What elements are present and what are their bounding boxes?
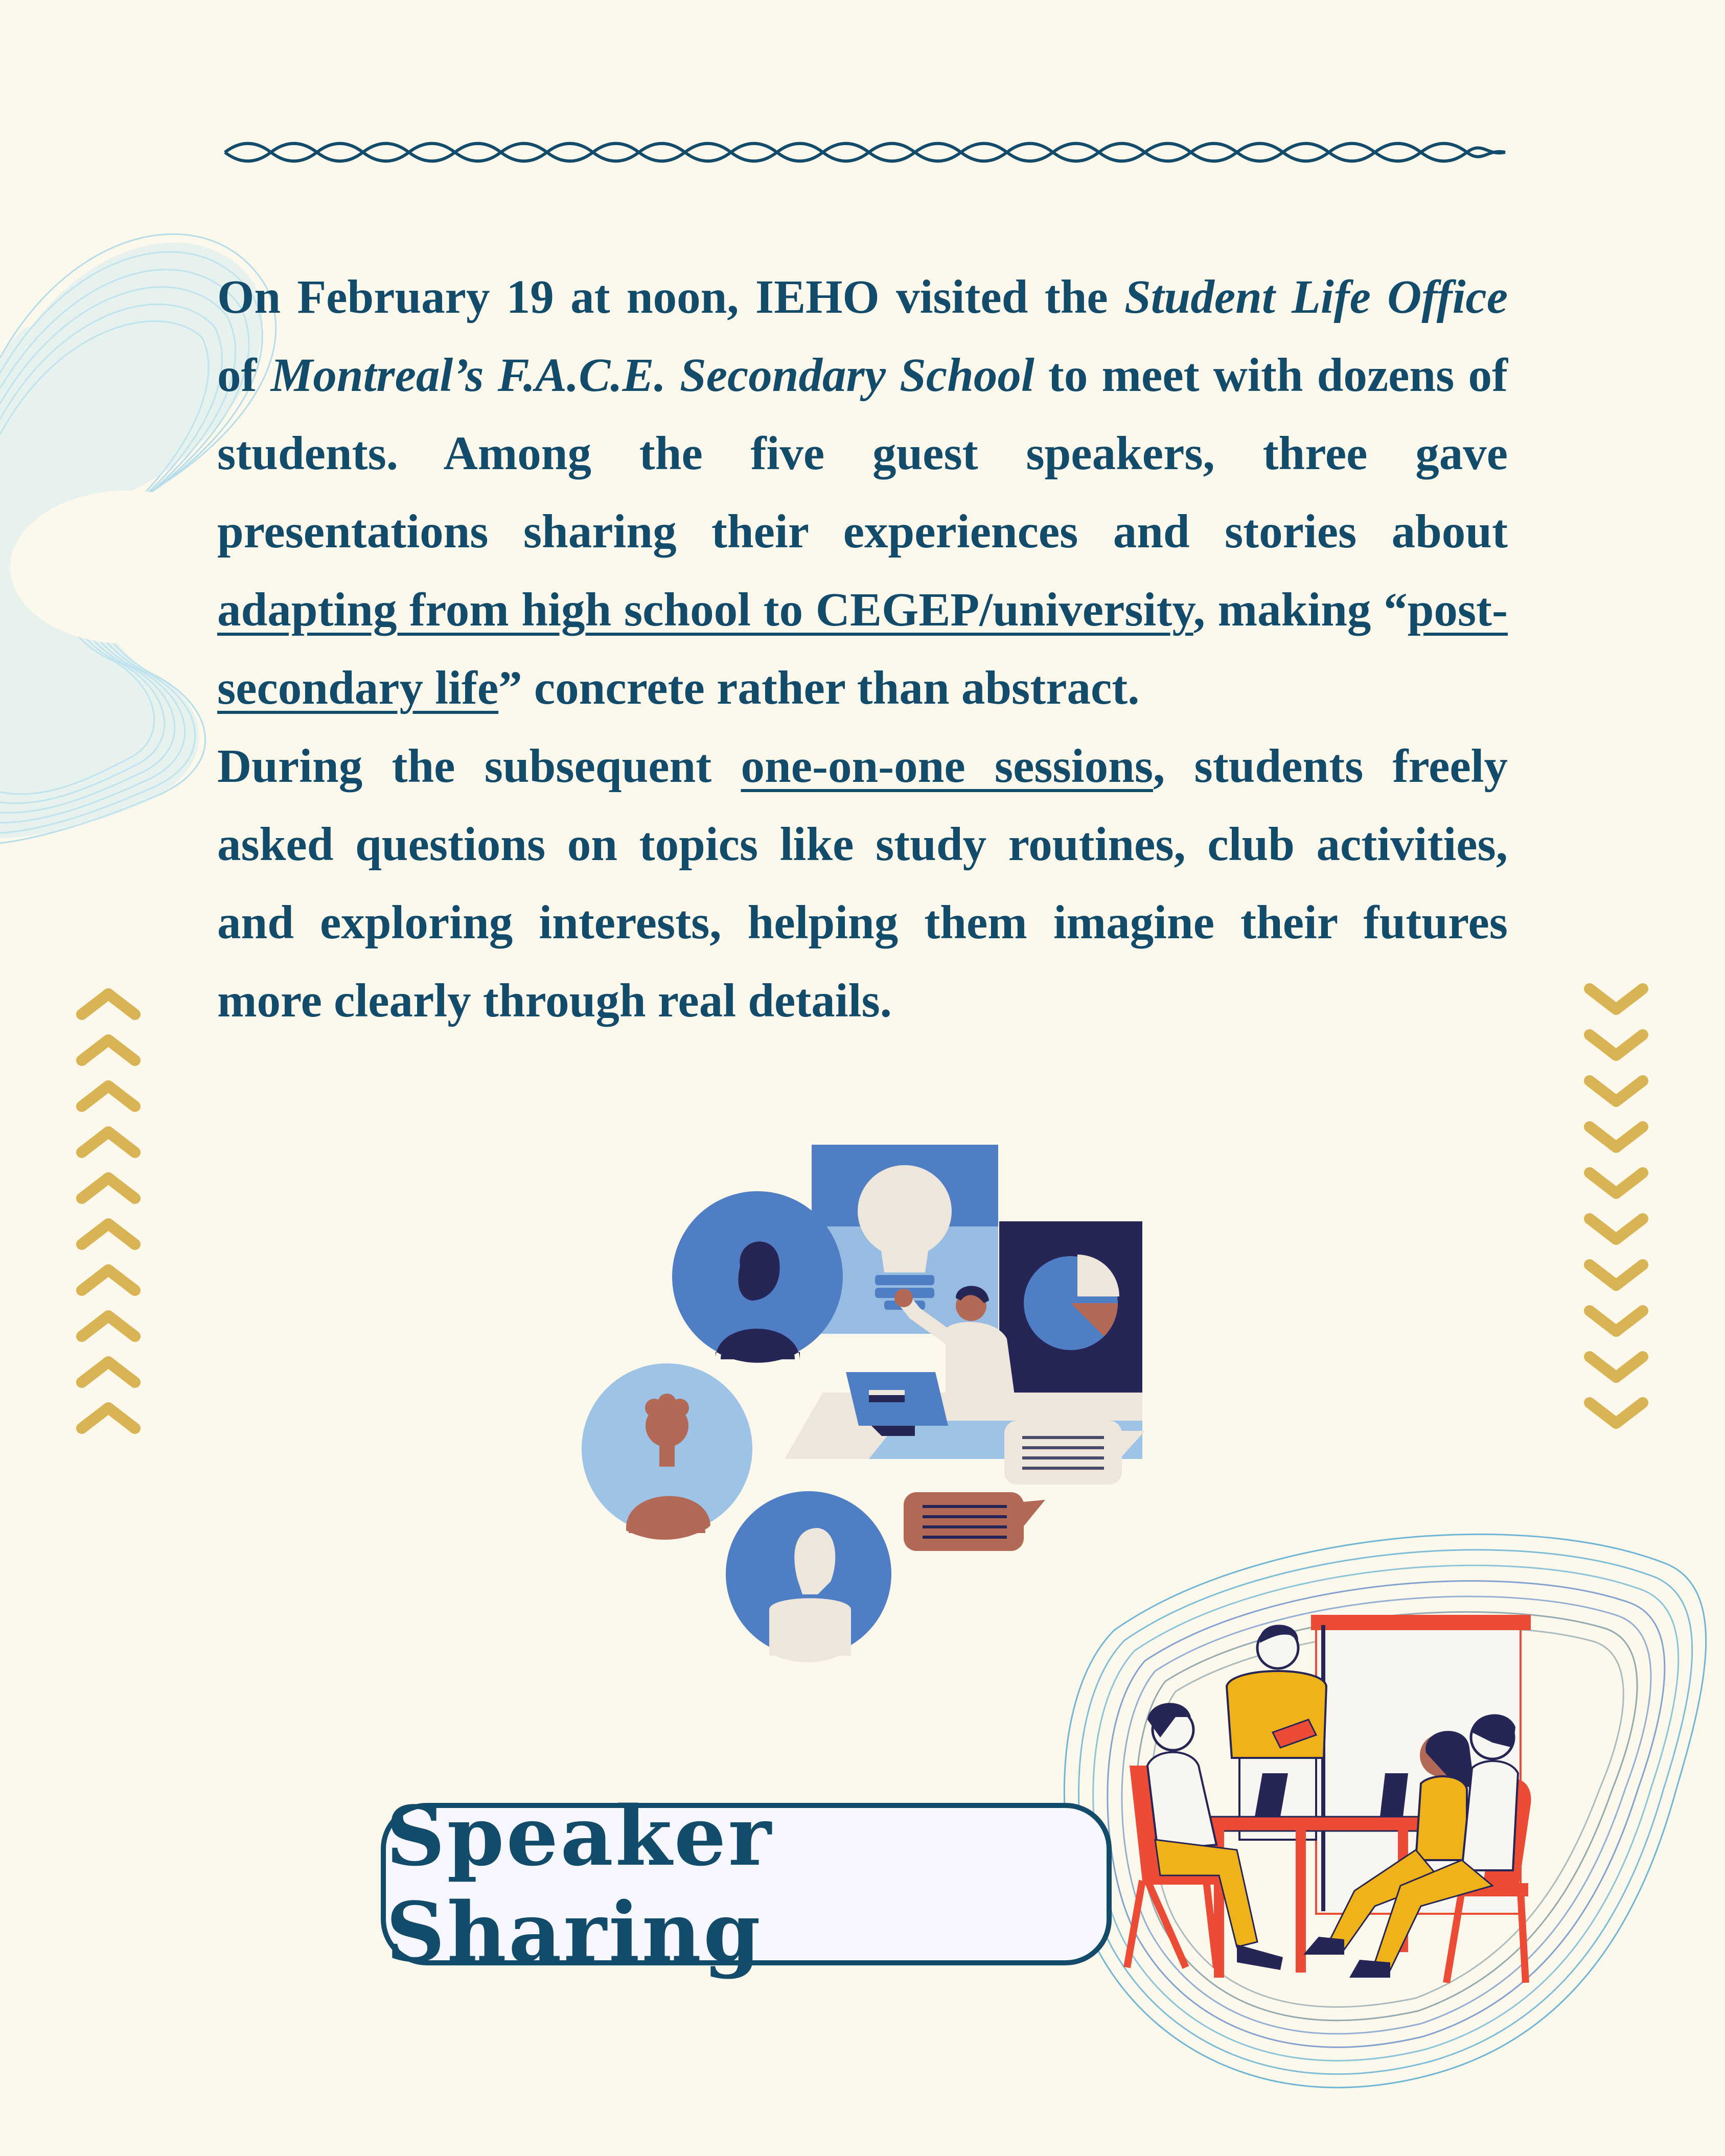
- sessions-text-1: During the subsequent: [217, 740, 741, 793]
- intro-text-2: of: [217, 349, 271, 402]
- school-name: Montreal’s F.A.C.E. Secondary School: [270, 349, 1034, 402]
- title-banner: [381, 1788, 1112, 1980]
- article-body: [217, 258, 1508, 1040]
- chevron-down-icon: [1590, 1173, 1643, 1193]
- banner-title: Speaker Sharing: [386, 1788, 773, 1980]
- topic-post-secondary-link[interactable]: post-secondary life: [217, 584, 1508, 714]
- right-chevron-column: [1590, 989, 1643, 1423]
- chevron-down-icon: [1590, 1265, 1643, 1285]
- chevron-up-icon: [82, 1086, 135, 1106]
- chevron-down-icon: [1590, 1403, 1643, 1423]
- venue-name: Student Life Office: [1124, 271, 1508, 323]
- chevron-up-icon: [82, 1270, 135, 1290]
- intro-text-5: ” concrete rather than abstract.: [498, 662, 1140, 714]
- sessions-text-2: , students freely asked questions on topics like study routines, club activities, and exploring interests, helping them imagine their futures more clearly through real details.: [217, 740, 1508, 1027]
- paragraph-intro: [217, 258, 1508, 727]
- corner-wave-blob: [1064, 1534, 1706, 2088]
- chevron-down-icon: [1590, 989, 1643, 1009]
- chevron-up-icon: [82, 1178, 135, 1198]
- topic-one-on-one-link[interactable]: one-on-one sessions: [741, 740, 1154, 793]
- chevron-down-icon: [1590, 1081, 1643, 1101]
- intro-text-4: , making “: [1193, 584, 1408, 636]
- paragraph-sessions: [217, 727, 1508, 1040]
- chevron-up-icon: [82, 1132, 135, 1152]
- chevron-down-icon: [1590, 1357, 1643, 1377]
- chevron-down-icon: [1590, 1035, 1643, 1055]
- left-chevron-column: [82, 994, 135, 1428]
- wave-rope-divider-icon: [225, 144, 1505, 161]
- topic-adapting-link[interactable]: adapting from high school to CEGEP/university: [217, 584, 1193, 636]
- chevron-up-icon: [82, 1224, 135, 1244]
- intro-text-1: On February 19 at noon, IEHO visited the: [217, 271, 1125, 323]
- chevron-up-icon: [82, 994, 135, 1014]
- intro-text-3: to meet with dozens of students. Among the five guest speakers, three gave presentations sharing their experiences and stories about: [217, 349, 1508, 558]
- chevron-down-icon: [1590, 1311, 1643, 1331]
- chevron-down-icon: [1590, 1219, 1643, 1239]
- chevron-up-icon: [82, 1408, 135, 1428]
- chevron-up-icon: [82, 1316, 135, 1336]
- chevron-down-icon: [1590, 1127, 1643, 1147]
- chevron-up-icon: [82, 1040, 135, 1060]
- chevron-up-icon: [82, 1362, 135, 1382]
